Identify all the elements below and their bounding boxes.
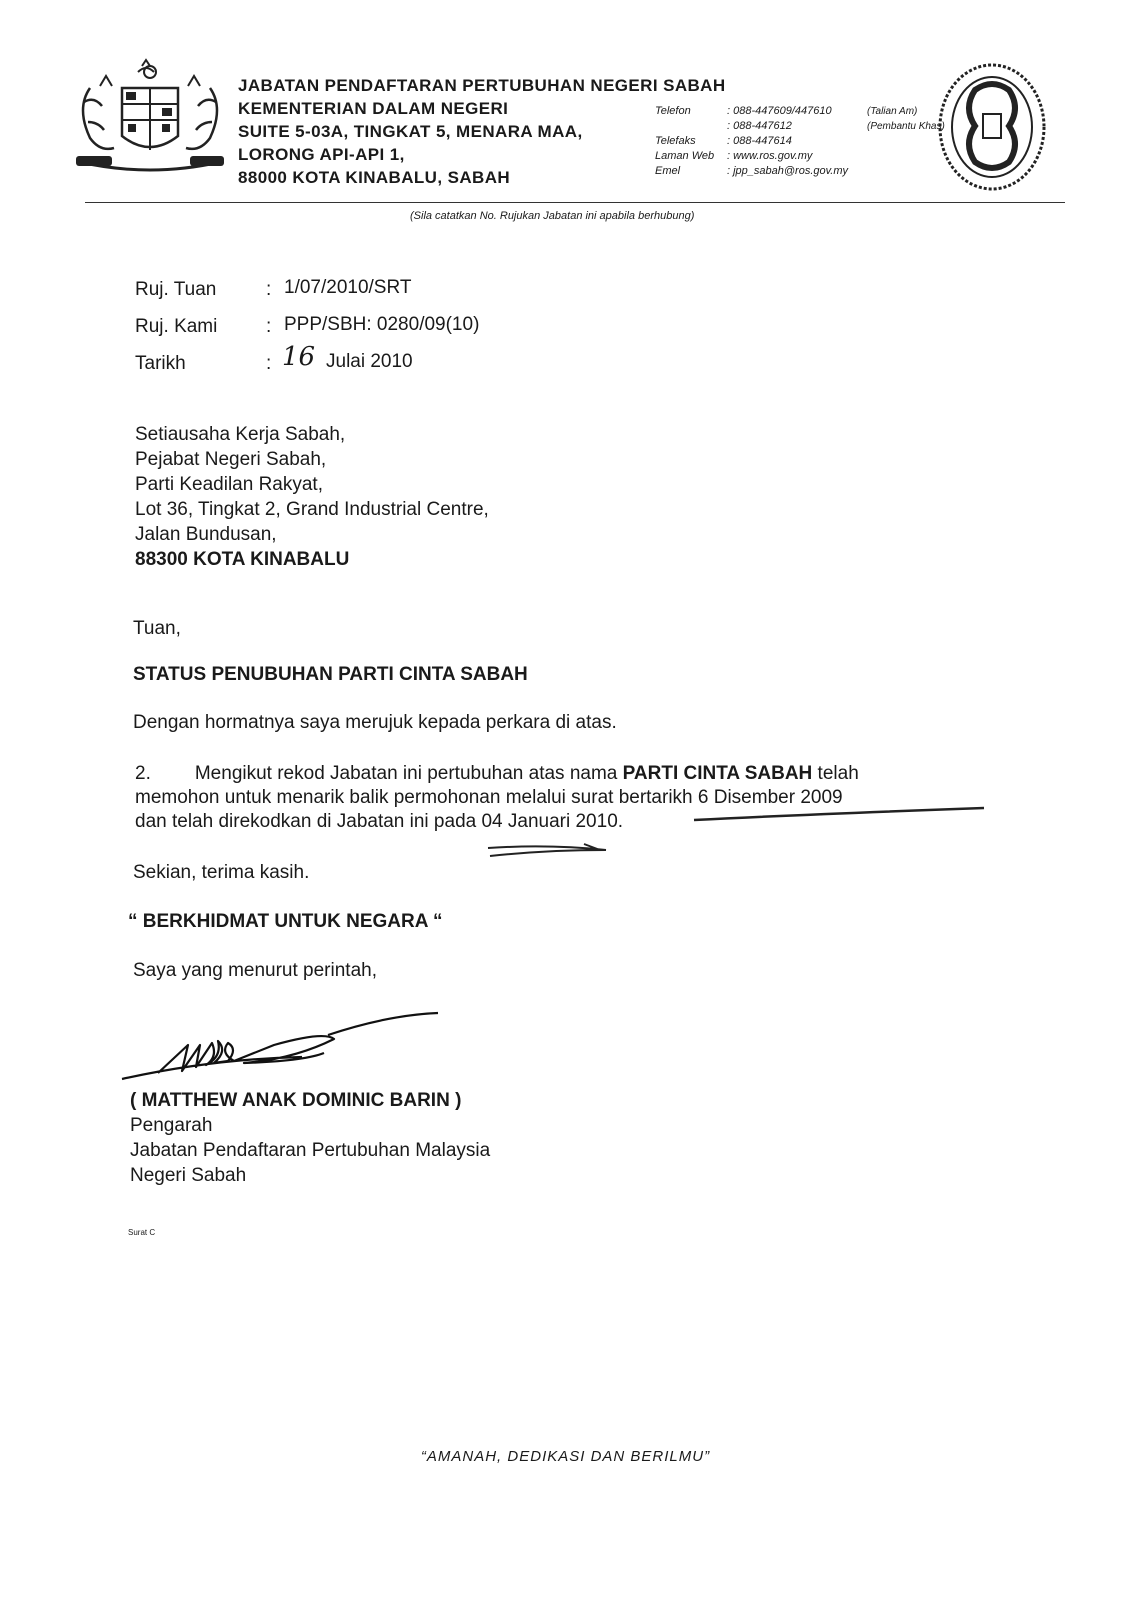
pen-underline-mark [690, 806, 990, 826]
colon: : [266, 316, 272, 337]
contact-value: : 088-447614 [727, 135, 792, 147]
address-line: Lot 36, Tingkat 2, Grand Industrial Centre, [135, 499, 489, 520]
slogan: “ BERKHIDMAT UNTUK NEGARA “ [128, 911, 443, 932]
org-line: JABATAN PENDAFTARAN PERTUBUHAN NEGERI SABAH [238, 76, 726, 95]
closing-text: Sekian, terima kasih. [133, 862, 310, 883]
signatory-state: Negeri Sabah [130, 1165, 247, 1186]
reference-remark: (Sila catatkan No. Rujukan Jabatan ini apabila berhubung) [410, 210, 695, 222]
party-name: PARTI CINTA SABAH [622, 763, 813, 784]
recipient-address [135, 422, 489, 572]
header-divider [85, 202, 1065, 203]
paragraph-text: Mengikut rekod Jabatan ini pertubuhan atas nama [194, 763, 623, 784]
signatory-title: Pengarah [130, 1115, 213, 1136]
signatory-dept: Jabatan Pendaftaran Pertubuhan Malaysia [130, 1140, 491, 1161]
paragraph-text: telah [812, 763, 859, 784]
coat-of-arms-icon [70, 58, 230, 188]
paragraph-line: dan telah direkodkan di Jabatan ini pada 04 Januari 2010. [135, 811, 624, 832]
contact-label: Emel [655, 165, 681, 177]
paragraph-line [135, 762, 859, 786]
org-line: LORONG API-API 1, [238, 145, 405, 164]
ruj-kami-value: PPP/SBH: 0280/09(10) [284, 314, 480, 335]
yours-text: Saya yang menurut perintah, [133, 960, 377, 981]
org-line: KEMENTERIAN DALAM NEGERI [238, 99, 509, 118]
subject-heading: STATUS PENUBUHAN PARTI CINTA SABAH [133, 664, 528, 685]
org-line: 88000 KOTA KINABALU, SABAH [238, 168, 511, 187]
handwritten-day: 16 [282, 342, 316, 372]
ruj-tuan-label: Ruj. Tuan [135, 279, 217, 300]
contact-label: Telefaks [655, 135, 696, 147]
tarikh-label: Tarikh [135, 353, 186, 374]
paragraph-number: 2. [135, 763, 151, 784]
salutation: Tuan, [133, 618, 181, 639]
department-emblem-icon [935, 60, 1050, 195]
contact-value: : www.ros.gov.my [727, 150, 813, 162]
contact-value: : jpp_sabah@ros.gov.my [727, 165, 849, 177]
paragraph-line: memohon untuk menarik balik permohonan melalui surat bertarikh 6 Disember 2009 [135, 787, 843, 808]
pen-scribble-mark [484, 838, 614, 862]
handwritten-signature [118, 1005, 448, 1095]
contact-label: Telefon [655, 105, 691, 117]
address-line: Pejabat Negeri Sabah, [135, 449, 327, 470]
footer-motto: “AMANAH, DEDIKASI DAN BERILMU” [420, 1448, 711, 1465]
ruj-kami-label: Ruj. Kami [135, 316, 218, 337]
contact-note: (Pembantu Khas) [867, 121, 945, 132]
ruj-tuan-value: 1/07/2010/SRT [284, 277, 412, 298]
signatory-name: ( MATTHEW ANAK DOMINIC BARIN ) [130, 1090, 462, 1111]
intro-paragraph: Dengan hormatnya saya merujuk kepada perkara di atas. [133, 712, 617, 733]
address-line: Jalan Bundusan, [135, 524, 277, 545]
signatory-block [130, 1088, 490, 1188]
contact-value: : 088-447612 [727, 120, 792, 132]
contact-label: Laman Web [655, 150, 715, 162]
org-line: SUITE 5-03A, TINGKAT 5, MENARA MAA, [238, 122, 583, 141]
colon: : [266, 279, 272, 300]
file-code: Surat C [128, 1228, 156, 1237]
address-line: Parti Keadilan Rakyat, [135, 474, 323, 495]
address-line: Setiausaha Kerja Sabah, [135, 424, 346, 445]
organisation-address [238, 74, 726, 189]
address-line: 88300 KOTA KINABALU [135, 549, 350, 570]
contact-value: : 088-447609/447610 [727, 105, 832, 117]
colon: : [266, 353, 272, 374]
contact-note: (Talian Am) [867, 106, 918, 117]
tarikh-value: Julai 2010 [326, 351, 413, 372]
